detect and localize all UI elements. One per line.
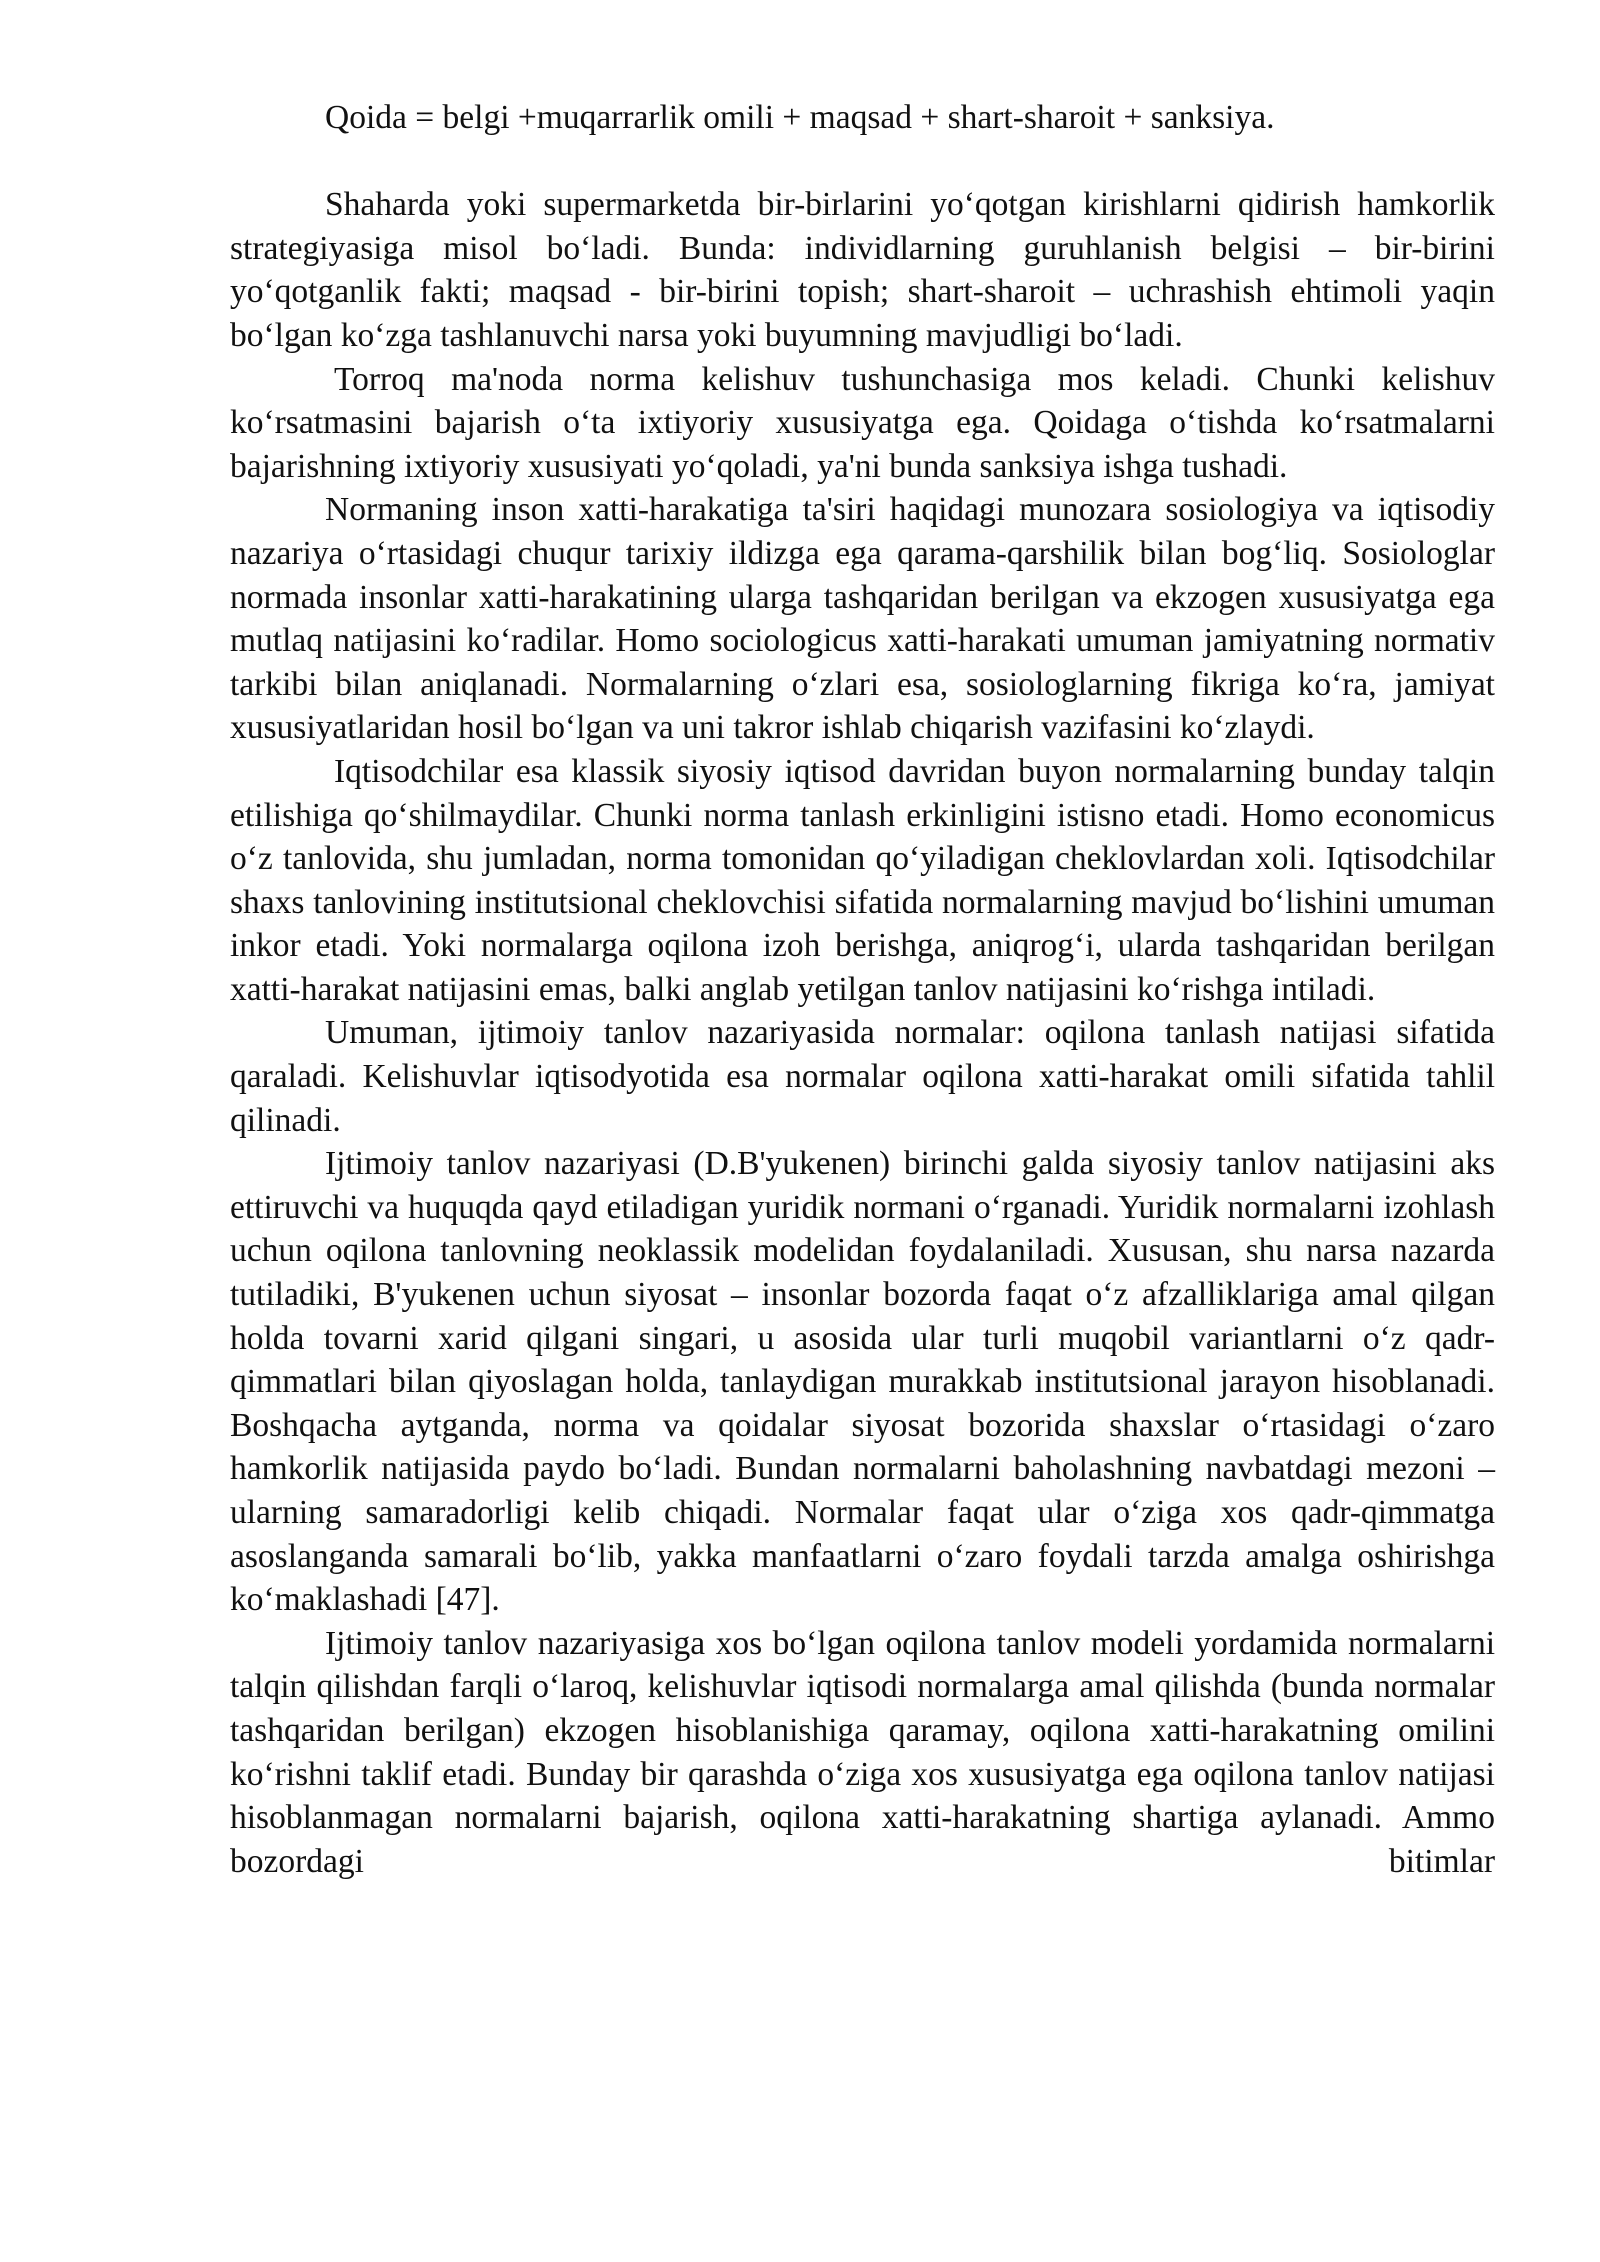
paragraph-economists-view: Iqtisodchilar esa klassik siyosiy iqtisod davridan buyon normalarning bunday talqin etilishiga qoʻshilmaydilar. Chunki norma tanlash erkinligini istisno etadi. Homo economicus oʻz tanlovida, shu jumladan, norma tomonidan qoʻyiladigan cheklovlardan xoli. Iqtisodchilar shaxs tanlovining institutsional cheklovchisi sifatida normalarning mavjud boʻlishini umuman inkor etadi. Yoki normalarga oqilona izoh berishga, aniqrogʻi, ularda tashqaridan berilgan xatti-harakat natijasini emas, balki anglab yetilgan tanlov natijasini koʻrishga intiladi. — [230, 752, 1495, 1008]
paragraph-conventions-economy: Ijtimoiy tanlov nazariyasiga xos boʻlgan oqilona tanlov modeli yordamida normalarni talqin qilishdan farqli oʻlaroq, kelishuvlar iqtisodi normalarga amal qilishda (bunda normalar tashqaridan berilgan) ekzogen hisoblanishiga qaramay, oqilona xatti-harakatning omilini koʻrishni taklif etadi. Bunday bir qarashda oʻziga xos xususiyatga ega oqilona tanlov natijasi hisoblanmagan normalarni bajarish, oqilona xatti-harakatning shartiga aylanadi. Ammo bozordagi bitimlar — [230, 1624, 1495, 1880]
paragraph-cooperation-example: Shaharda yoki supermarketda bir-birlarini yoʻqotgan kirishlarni qidirish hamkorlik strategiyasiga misol boʻladi. Bunda: individlarning guruhlanish belgisi – bir-birini yoʻqotganlik fakti; maqsad - bir-birini topish; shart-sharoit – uchrashish ehtimoli yaqin boʻlgan koʻzga tashlanuvchi narsa yoki buyumning mavjudligi boʻladi. — [230, 186, 1495, 354]
rule-formula: Qoida = belgi +muqarrarlik omili + maqsad + shart-sharoit + sanksiya. — [325, 99, 1275, 136]
document-page — [230, 96, 1495, 1883]
paragraph-narrow-norm: Torroq ma'noda norma kelishuv tushunchasiga mos keladi. Chunki kelishuv koʻrsatmasini bajarish oʻta ixtiyoriy xususiyatga ega. Qoidaga oʻtishda koʻrsatmalarni bajarishning ixtiyoriy xususiyati yoʻqoladi, ya'ni bunda sanksiya ishga tushadi. — [230, 360, 1495, 485]
paragraph-social-choice-summary: Umuman, ijtimoiy tanlov nazariyasida normalar: oqilona tanlash natijasi sifatida qaraladi. Kelishuvlar iqtisodyotida esa normalar oqilona xatti-harakat omili sifatida tahlil qilinadi. — [230, 1014, 1495, 1139]
paragraph-norm-debate: Normaning inson xatti-harakatiga ta'siri haqidagi munozara sosiologiya va iqtisodiy nazariya oʻrtasidagi chuqur tarixiy ildizga ega qarama-qarshilik bilan bogʻliq. Sosiologlar normada insonlar xatti-harakatining ularga tashqaridan berilgan va ekzogen xususiyatga ega mutlaq natijasini koʻradilar. Homo sociologicus xatti-harakati umuman jamiyatning normativ tarkibi bilan aniqlanadi. Normalarning oʻzlari esa, sosiologlarning fikriga koʻra, jamiyat xususiyatlaridan hosil boʻlgan va uni takror ishlab chiqarish vazifasini koʻzlaydi. — [230, 491, 1495, 747]
paragraph-buchanan-theory: Ijtimoiy tanlov nazariyasi (D.B'yukenen) birinchi galda siyosiy tanlov natijasini aks ettiruvchi va huquqda qayd etiladigan yuridik normani oʻrganadi. Yuridik normalarni izohlash uchun oqilona tanlovning neoklassik modelidan foydalaniladi. Xususan, shu narsa nazarda tutiladiki, B'yukenen uchun siyosat – insonlar bozorda faqat oʻz afzalliklariga amal qilgan holda tovarni xarid qilgani singari, u asosida ular turli muqobil variantlarni oʻz qadr-qimmatlari bilan qiyoslagan holda, tanlaydigan murakkab institutsional jarayon hisoblanadi. Boshqacha aytganda, norma va qoidalar siyosat bozorida shaxslar oʻrtasidagi oʻzaro hamkorlik natijasida paydo boʻladi. Bundan normalarni baholashning navbatdagi mezoni – ularning samaradorligi kelib chiqadi. Normalar faqat ular oʻziga xos qadr-qimmatga asoslanganda samarali boʻlib, yakka manfaatlarni oʻzaro foydali tarzda amalga oshirishga koʻmaklashadi [47]. — [230, 1145, 1495, 1619]
